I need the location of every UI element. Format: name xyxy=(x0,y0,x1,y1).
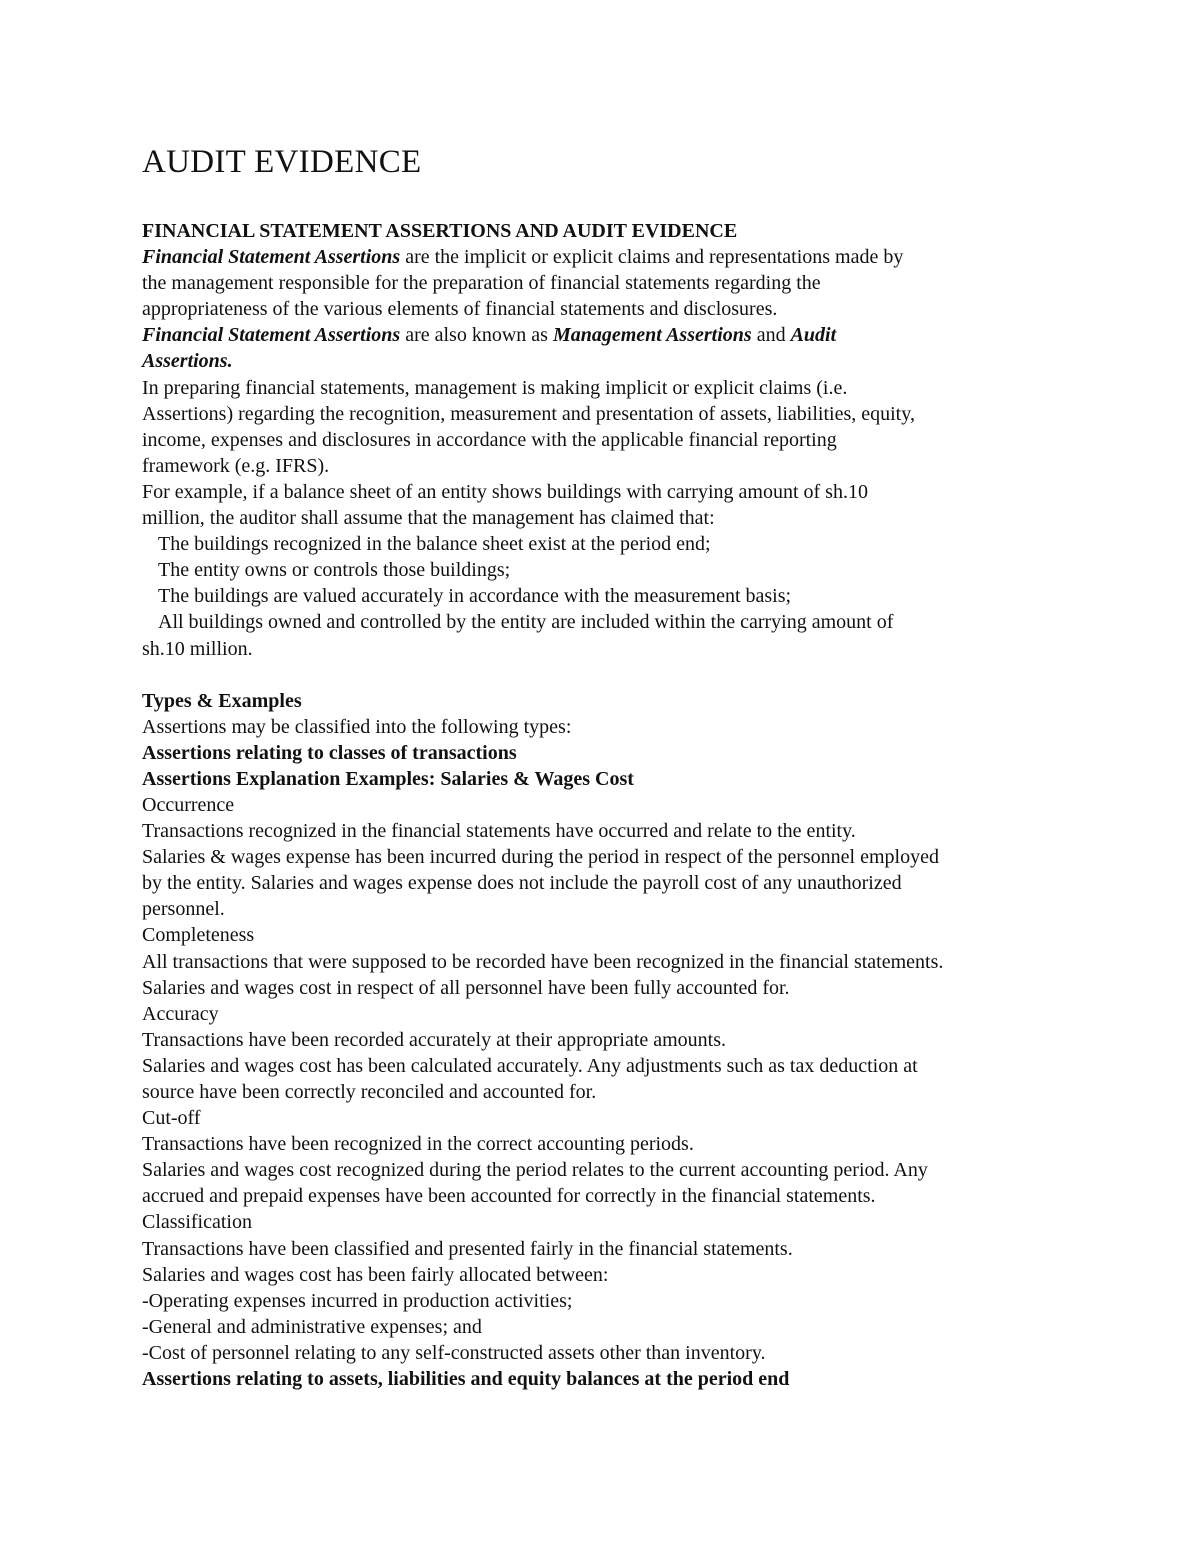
assertion-explanation: Transactions have been classified and presented fairly in the financial statements. xyxy=(142,1237,793,1260)
assertion-name: Completeness xyxy=(142,924,255,947)
document-title: AUDIT EVIDENCE xyxy=(142,144,422,180)
paragraph-line: Assertions. xyxy=(142,350,233,373)
bullet-continuation: sh.10 million. xyxy=(142,637,253,660)
assertion-example: Salaries and wages cost in respect of all personnel have been fully accounted for. xyxy=(142,976,790,999)
term-emphasis: Financial Statement Assertions xyxy=(142,246,401,269)
term-emphasis: Financial Statement Assertions xyxy=(142,324,401,347)
spacer xyxy=(142,662,1102,688)
table-header-line: Assertions Explanation Examples: Salaries & Wages Cost xyxy=(142,767,634,790)
text-run: and xyxy=(751,324,791,347)
document-page xyxy=(142,140,1102,1392)
assertion-name: Classification xyxy=(142,1211,252,1234)
text-run: are also known as xyxy=(400,324,553,347)
paragraph-line: income, expenses and disclosures in accordance with the applicable financial reporting xyxy=(142,428,837,451)
assertion-explanation: Transactions have been recognized in the correct accounting periods. xyxy=(142,1133,694,1156)
paragraph-line: Assertions may be classified into the following types: xyxy=(142,715,572,738)
assertion-example: Salaries and wages cost has been calculated accurately. Any adjustments such as tax deduction at xyxy=(142,1054,918,1077)
bullet-text: The buildings recognized in the balance sheet exist at the period end; xyxy=(158,533,711,556)
term-emphasis: Management Assertions xyxy=(552,324,752,347)
assertion-explanation: Transactions recognized in the financial statements have occurred and relate to the entity. xyxy=(142,820,856,843)
paragraph-line: In preparing financial statements, management is making implicit or explicit claims (i.e. xyxy=(142,376,848,399)
assertion-example: personnel. xyxy=(142,898,225,921)
sub-heading: Assertions relating to classes of transactions xyxy=(142,741,517,764)
term-emphasis: Audit xyxy=(790,324,837,347)
assertion-explanation: All transactions that were supposed to be recorded have been recognized in the financial statements. xyxy=(142,950,944,973)
bullet-text: The entity owns or controls those buildings; xyxy=(158,559,511,582)
paragraph-line xyxy=(142,322,1102,348)
assertion-name: Cut-off xyxy=(142,1107,201,1130)
paragraph-line: Assertions) regarding the recognition, measurement and presentation of assets, liabilities, equity, xyxy=(142,402,915,425)
assertion-example: source have been correctly reconciled and accounted for. xyxy=(142,1081,597,1103)
paragraph-line: framework (e.g. IFRS). xyxy=(142,454,330,477)
section-heading: FINANCIAL STATEMENT ASSERTIONS AND AUDIT EVIDENCE xyxy=(142,220,738,242)
paragraph-line: For example, if a balance sheet of an entity shows buildings with carrying amount of sh.10 xyxy=(142,480,868,503)
bullet-item xyxy=(142,583,1102,609)
paragraph-line xyxy=(142,244,1102,270)
assertion-example: accrued and prepaid expenses have been accounted for correctly in the financial statements. xyxy=(142,1185,876,1208)
paragraph-line: million, the auditor shall assume that the management has claimed that: xyxy=(142,507,715,530)
assertion-name: Accuracy xyxy=(142,1002,219,1025)
types-heading: Types & Examples xyxy=(142,689,302,712)
bullet-text: The buildings are valued accurately in accordance with the measurement basis; xyxy=(158,585,792,608)
bullet-item xyxy=(142,531,1102,557)
list-item: -Operating expenses incurred in production activities; xyxy=(142,1289,573,1312)
bullet-item xyxy=(142,557,1102,583)
text-run: are the implicit or explicit claims and representations made by xyxy=(400,246,904,269)
assertion-example: Salaries & wages expense has been incurred during the period in respect of the personnel employed xyxy=(142,846,939,869)
paragraph-line: appropriateness of the various elements of financial statements and disclosures. xyxy=(142,298,778,321)
assertion-example: Salaries and wages cost has been fairly allocated between: xyxy=(142,1263,609,1286)
assertion-example: by the entity. Salaries and wages expense does not include the payroll cost of any unauthorized xyxy=(142,872,902,895)
sub-heading: Assertions relating to assets, liabilities and equity balances at the period end xyxy=(142,1368,790,1391)
paragraph-line: the management responsible for the preparation of financial statements regarding the xyxy=(142,272,821,295)
assertion-name: Occurrence xyxy=(142,793,235,816)
list-item: -Cost of personnel relating to any self-constructed assets other than inventory. xyxy=(142,1341,766,1364)
bullet-item xyxy=(142,609,1102,635)
assertion-explanation: Transactions have been recorded accurately at their appropriate amounts. xyxy=(142,1028,727,1051)
bullet-text: All buildings owned and controlled by the entity are included within the carrying amount of xyxy=(158,611,894,634)
assertion-example: Salaries and wages cost recognized during the period relates to the current accounting period. Any xyxy=(142,1159,928,1182)
list-item: -General and administrative expenses; and xyxy=(142,1315,482,1338)
